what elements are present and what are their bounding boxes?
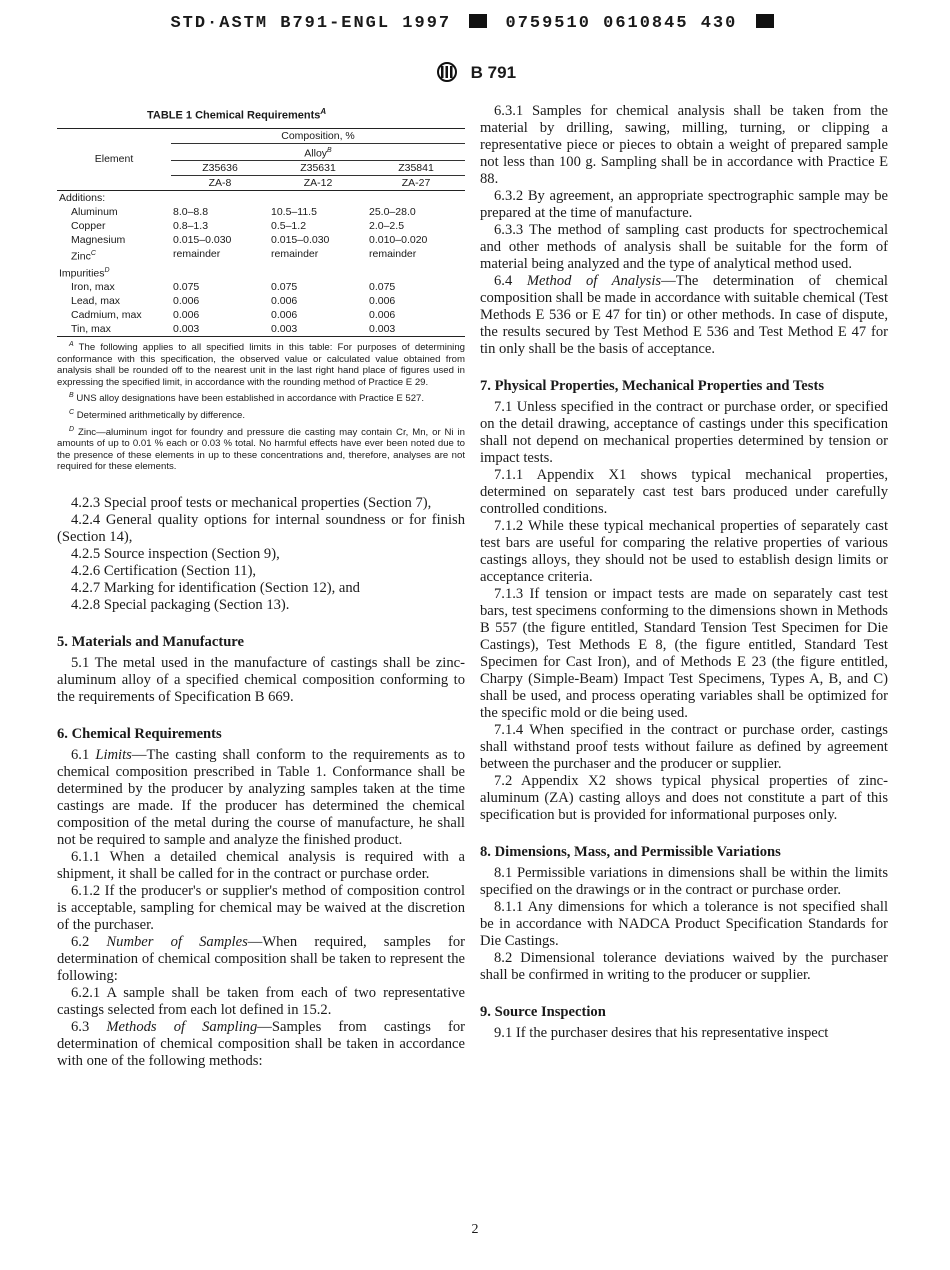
footnote: $^D$ Zinc—aluminum ingot for foundry and pressure die casting may contain Cr, Mn, or Ni in amounts of up to 0.01 % each or 0.03 % total. No harmful effects have ever been noted due to the presence of these elements in up to these concentrations and, therefore, analyses are not required for these elements.: [57, 425, 465, 473]
table-row: Copper 0.8–1.3 0.5–1.2 2.0–2.5: [71, 220, 405, 233]
right-column: [480, 103, 888, 1042]
section-heading: 8. Dimensions, Mass, and Permissible Variations: [480, 844, 781, 860]
paragraph: 4.2.7 Marking for identification (Section 12), and: [71, 579, 360, 596]
paragraph: 4.2.4 General quality options for internal soundness or for finish (Section 14),: [57, 511, 465, 545]
astm-logo-icon: [434, 62, 460, 82]
table-row: Aluminum 8.0–8.8 10.5–11.5 25.0–28.0: [71, 206, 416, 219]
section-heading: 9. Source Inspection: [480, 1004, 606, 1020]
paragraph: 4.2.5 Source inspection (Section 9),: [71, 545, 280, 562]
paragraph: 4.2.3 Special proof tests or mechanical properties (Section 7),: [71, 494, 432, 511]
table-row: Magnesium 0.015–0.030 0.015–0.030 0.010–0.020: [71, 234, 428, 247]
paragraph: 7.1.4 When specified in the contract or purchase order, castings shall withstand proof tests without failure as defined by agreement between the purchaser and the producer or supplier.: [480, 722, 888, 772]
paragraph: 7.2 Appendix X2 shows typical physical properties of zinc-aluminum (ZA) casting alloys and does not constitute a part of this specification but is provided for informational purposes only.: [480, 773, 888, 823]
chemical-requirements-table: [57, 128, 465, 338]
standard-number: B 791: [470, 63, 517, 82]
paragraph: 6.3.3 The method of sampling cast products for spectrochemical and other methods of analysis shall be suitable for the form of material being analyzed and the type of analytical method used.: [480, 222, 888, 272]
section-heading: 5. Materials and Manufacture: [57, 633, 244, 650]
paragraph: 7.1.1 Appendix X1 shows typical mechanical properties, determined on separately cast test bars produced under carefully controlled conditions.: [480, 467, 888, 517]
footnote: $^B$ UNS alloy designations have been established in accordance with Practice E 527.: [69, 392, 425, 405]
impurities-label-row: Impurities$^D$: [59, 266, 110, 280]
section-heading: 6. Chemical Requirements: [57, 725, 222, 742]
header-block-mark: [756, 14, 774, 28]
paragraph: 9.1 If the purchaser desires that his representative inspect: [494, 1025, 829, 1041]
additions-label-row: [57, 191, 465, 206]
paragraph: 6.3.1 Samples for chemical analysis shall be taken from the material by drilling, sawing, milling, turning, or clipping a representative piece or pieces to obtain a weight of prepared sample not less than 100 g. Sampling shall be in accordance with Practice E 88.: [480, 103, 888, 187]
paragraph: 6.2 Number of Samples—When required, samples for determination of chemical composition shall be taken to represent the following:: [57, 933, 465, 984]
doc-id-left: STD·ASTM B791-ENGL 1997: [170, 14, 452, 33]
document-header: [0, 14, 950, 33]
paragraph: 5.1 The metal used in the manufacture of castings shall be zinc-aluminum alloy of a specified chemical composition conforming to the requirements of Specification B 669.: [57, 654, 465, 705]
paragraph: 6.4 Method of Analysis—The determination of chemical composition shall be made in accordance with suitable chemical (Test Methods E 536 or E 47 for tin) or other methods. In case of dispute, the results secured by Test Method E 536 and Test Method E 47 for tin only shall be the basis of acceptance.: [480, 273, 888, 357]
table-row: Cadmium, max 0.006 0.006 0.006: [71, 309, 396, 322]
paragraph: 8.1 Permissible variations in dimensions shall be within the limits specified on the drawings or in the contract or purchase order.: [480, 865, 888, 898]
paragraph: 6.2.1 A sample shall be taken from each of two representative castings selected from each lot defined in 15.2.: [57, 984, 465, 1018]
footnote: $^C$ Determined arithmetically by difference.: [69, 409, 246, 422]
paragraph: 8.1.1 Any dimensions for which a tolerance is not specified shall be in accordance with NADCA Product Specification Standards for Die Castings.: [480, 899, 888, 949]
uns-row: Z35636 Z35631 Z35841: [57, 161, 465, 176]
paragraph: 8.2 Dimensional tolerance deviations waived by the purchaser shall be confirmed in writing to the producer or supplier.: [480, 950, 888, 983]
page-number: 2: [471, 1222, 479, 1237]
paragraph: 7.1.3 If tension or impact tests are made on separately cast test bars, test specimens conforming to the dimensions shown in Methods B 557 (the figure entitled, Standard Tension Test Specimen for Die Castings), Test Methods E 8, (the figure entitled, Standard Test Specimen for Cast Iron), and of Methods E 23 (the figure entitled, Charpy (Simple-Beam) Impact Test Specimens, Types A, B, and C) shall be used, and process operating variables shall be optimized for the specific mold or die being used.: [480, 586, 888, 721]
section-label: Additions:: [57, 191, 171, 206]
paragraph: 4.2.8 Special packaging (Section 13).: [71, 596, 290, 613]
paragraph: 6.1.2 If the producer's or supplier's method of composition control is acceptable, sampling for chemical may be waived at the discretion of the purchaser.: [57, 882, 465, 933]
table-row: Zinc$^C$ remainder remainder remainder: [71, 248, 417, 263]
paragraph: 7.1.2 While these typical mechanical properties of separately cast test bars are useful for comparing the relative properties of various castings alloys, they should not be used to establish design limits or acceptance criteria.: [480, 518, 888, 585]
section-heading: 7. Physical Properties, Mechanical Properties and Tests: [480, 378, 825, 394]
doc-id-right: 0759510 0610845 430: [505, 14, 738, 33]
table-row: Lead, max 0.006 0.006 0.006: [71, 295, 396, 308]
alloy-header: Alloy$^B$: [171, 143, 465, 161]
table-title: TABLE 1 Chemical Requirements$^A$: [147, 107, 327, 122]
alloy-name-row: ZA-8 ZA-12 ZA-27: [208, 177, 431, 190]
composition-header: Composition, %: [171, 128, 465, 143]
paragraph: 6.1.1 When a detailed chemical analysis is required with a shipment, it shall be called for in the contract or purchase order.: [57, 848, 465, 882]
paragraph: 6.3 Methods of Sampling—Samples from castings for determination of chemical composition shall be taken in accordance with one of the following methods:: [57, 1018, 465, 1069]
table-row: Tin, max 0.003 0.003 0.003: [57, 322, 465, 337]
paragraph: 4.2.6 Certification (Section 11),: [71, 562, 257, 579]
footnote: $^A$ The following applies to all specified limits in this table: For purposes of determining conformance with this specification, the observed value or calculated value obtained from analysis shall be rounded off to the nearest unit in the last right hand place of figures used in expressing the specified limit, in accordance with the rounding method of Practice E 29.: [57, 341, 465, 388]
table-row: Iron, max 0.075 0.075 0.075: [71, 281, 396, 294]
paragraph: 6.1 Limits—The casting shall conform to the requirements as to chemical composition prescribed in Table 1. Conformance shall be determined by the producer by analyzing samples taken at the time castings are made. If the producer has determined the chemical composition of the metal during the course of manufacture, he shall not be required to sample and analyze the finished product.: [57, 746, 465, 848]
left-column: [57, 103, 465, 1070]
header-block-mark: [469, 14, 487, 28]
table-footnotes: [57, 339, 465, 473]
paragraph: 7.1 Unless specified in the contract or purchase order, or specified on the detail drawing, acceptance of castings under this specification shall not depend on mechanical properties determined by tension or impact tests.: [480, 399, 888, 466]
paragraph: 6.3.2 By agreement, an appropriate spectrographic sample may be prepared at the time of manufacture.: [480, 188, 888, 221]
element-header: Element: [57, 128, 171, 191]
standard-title: [0, 62, 950, 83]
